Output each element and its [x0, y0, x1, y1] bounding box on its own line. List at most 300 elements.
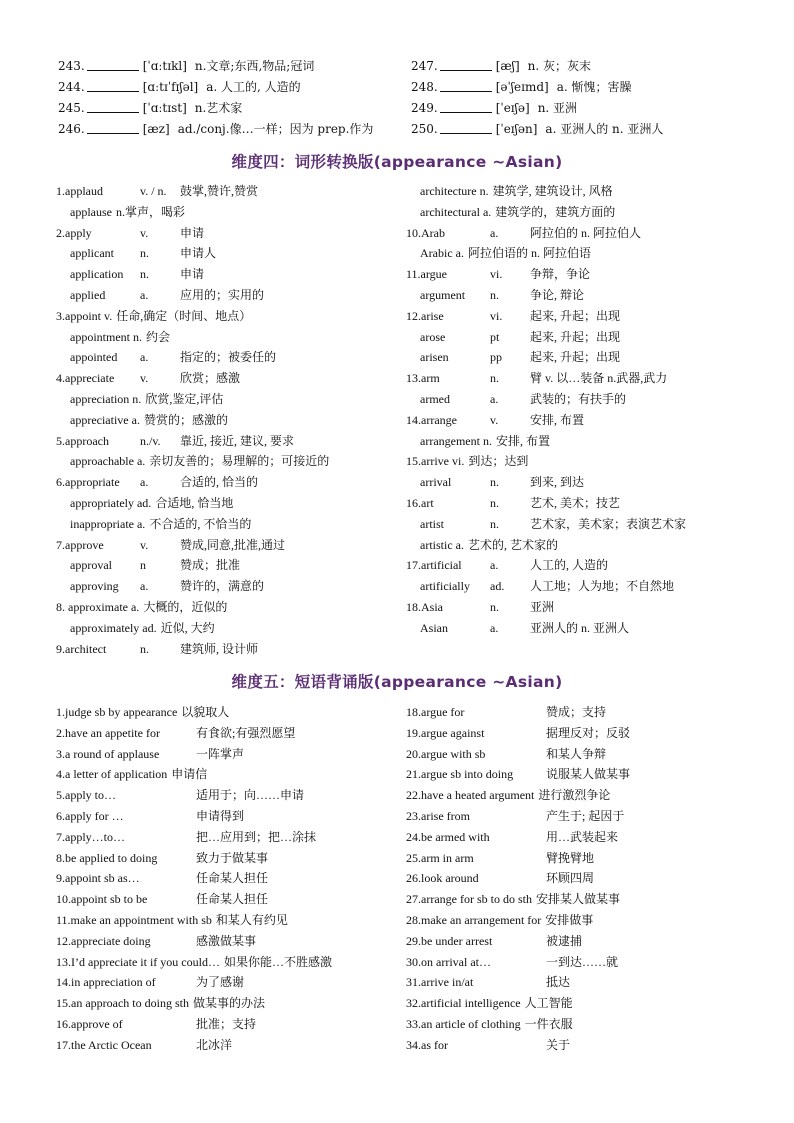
phrase: 15.an approach to doing sth: [56, 996, 189, 1011]
meaning: a. 人工的, 人造的: [206, 80, 301, 94]
answer-blank: [440, 100, 492, 113]
item-number: 247.: [411, 59, 438, 73]
meaning: 适用于；向……申请: [196, 788, 305, 803]
phonetic: [ˈeɪʃən]: [495, 122, 538, 136]
meaning: 建筑学的，建筑方面的: [495, 204, 616, 219]
word: 8. approximate a.: [56, 599, 140, 614]
meaning: 艺术, 美术；技艺: [530, 495, 621, 510]
meaning: a. 惭愧；害臊: [556, 80, 632, 94]
meaning: 和某人有约见: [215, 912, 288, 927]
phrase: 16.approve of: [56, 1016, 123, 1031]
answer-blank: [440, 58, 492, 71]
part-of-speech: a.: [140, 350, 149, 365]
part-of-speech: ad.: [490, 579, 505, 594]
meaning: 和某人争辩: [546, 746, 607, 761]
phrases-right-column: [406, 702, 756, 1056]
phrase: 27.arrange for sb to do sth: [406, 892, 532, 907]
derived-word-row: [406, 202, 756, 223]
meaning: 指定的；被委任的: [180, 350, 277, 365]
word: applied: [70, 287, 106, 302]
part-of-speech: pp: [490, 350, 502, 365]
meaning: 艺术家，美术家；表演艺术家: [530, 516, 687, 531]
meaning: 亚洲: [530, 599, 555, 614]
headword-row: [56, 431, 406, 452]
fill-blank-row: [58, 56, 411, 77]
word: appointment n.: [70, 329, 142, 344]
meaning: 批准；支持: [196, 1016, 257, 1031]
headword-row: [56, 306, 406, 327]
word: approximately ad.: [70, 620, 157, 635]
part-of-speech: n.: [490, 599, 499, 614]
phrase-row: [406, 889, 756, 910]
phrase: 34.as for: [406, 1037, 448, 1052]
headword-row: [406, 410, 756, 431]
meaning: n.掌声，喝彩: [115, 204, 185, 219]
phrase: 6.apply for …: [56, 808, 124, 823]
meaning: 致力于做某事: [196, 850, 269, 865]
derived-word-row: [406, 576, 756, 597]
meaning: 起来, 升起；出现: [530, 329, 621, 344]
headword-row: [56, 472, 406, 493]
phrase-row: [56, 931, 406, 952]
part-of-speech: a.: [490, 225, 499, 240]
part-of-speech: vi.: [490, 267, 503, 282]
meaning: a. 亚洲人的 n. 亚洲人: [545, 122, 664, 136]
meaning: n.文章;东西,物品;冠词: [194, 59, 315, 73]
meaning: 臂挽臂地: [546, 850, 595, 865]
fill-blank-row: [411, 119, 748, 140]
meaning: 不合适的, 不恰当的: [149, 516, 252, 531]
part-of-speech: vi.: [490, 308, 503, 323]
meaning: 申请: [180, 225, 205, 240]
word: arrival: [420, 475, 452, 490]
word: arose: [420, 329, 446, 344]
meaning: 用…武装起来: [546, 829, 619, 844]
phrase-row: [406, 972, 756, 993]
word: appreciative a.: [70, 412, 140, 427]
part-of-speech: n.: [140, 641, 149, 656]
word: 16.art: [406, 495, 434, 510]
meaning: 申请: [180, 267, 205, 282]
meaning: 产生于; 起因于: [546, 808, 625, 823]
meaning: n. 亚洲: [537, 101, 578, 115]
phrase-row: [56, 702, 406, 723]
meaning: n. 灰；灰末: [527, 59, 591, 73]
phrase-row: [56, 952, 406, 973]
meaning: 赞赏的；感激的: [143, 412, 228, 427]
meaning: 据理反对；反驳: [546, 725, 631, 740]
phrase: 28.make an arrangement for: [406, 912, 542, 927]
phonetic: [ˈɑːtɪkl]: [142, 59, 187, 73]
meaning: 人工智能: [524, 996, 573, 1011]
part-of-speech: a.: [140, 287, 149, 302]
phrase: 20.argue with sb: [406, 746, 486, 761]
word: appropriately ad.: [70, 495, 152, 510]
meaning: 安排某人做某事: [535, 892, 620, 907]
meaning: 争辩，争论: [530, 267, 591, 282]
derived-word-row: [56, 555, 406, 576]
word: Asian: [420, 620, 448, 635]
phrase: 5.apply to…: [56, 788, 116, 803]
phrases-section: [56, 702, 756, 1056]
derived-word-row: [406, 618, 756, 639]
meaning: 有食欲;有强烈愿望: [196, 725, 296, 740]
answer-blank: [440, 79, 492, 92]
phrase-row: [56, 785, 406, 806]
word: artist: [420, 516, 444, 531]
word: 2.apply: [56, 225, 92, 240]
phrase-row: [56, 848, 406, 869]
word: 4.appreciate: [56, 371, 115, 386]
section-heading-4: 维度四：词形转换版(appearance ~Asian): [231, 153, 563, 171]
word: 7.approve: [56, 537, 104, 552]
answer-blank: [440, 121, 492, 134]
phonetic: [əˈʃeɪmd]: [495, 80, 549, 94]
word: artificially: [420, 579, 470, 594]
word: 10.Arab: [406, 225, 445, 240]
meaning: 争论, 辩论: [530, 287, 585, 302]
phrase: 10.appoint sb to be: [56, 892, 148, 907]
part-of-speech: v.: [140, 537, 149, 552]
meaning: 一件衣服: [524, 1016, 573, 1031]
phrase-row: [406, 1035, 756, 1056]
derived-word-row: [56, 202, 406, 223]
meaning: 建筑学, 建筑设计, 风格: [492, 184, 613, 198]
derived-word-row: [406, 431, 756, 452]
phrase-row: [56, 744, 406, 765]
derived-word-row: [406, 327, 756, 348]
meaning: 阿拉伯语的 n. 阿拉伯语: [467, 246, 591, 261]
phrases-left-column: [56, 702, 406, 1056]
word: 5.approach: [56, 433, 109, 448]
fill-right-column: [411, 56, 748, 140]
meaning: 欣赏,鉴定,评估: [145, 391, 224, 406]
meaning: n.艺术家: [194, 101, 243, 115]
meaning: 任命,确定（时间、地点）: [116, 308, 252, 323]
phrase: 7.apply…to…: [56, 829, 125, 844]
phrase-row: [56, 889, 406, 910]
word: inappropriate a.: [70, 516, 146, 531]
phrase: 21.argue sb into doing: [406, 767, 514, 782]
derived-word-row: [406, 472, 756, 493]
phrase-row: [406, 827, 756, 848]
part-of-speech: n.: [140, 267, 149, 282]
word: 3.appoint v.: [56, 308, 113, 323]
meaning: 安排做事: [545, 912, 594, 927]
headword-row: [406, 493, 756, 514]
phrase: 24.be armed with: [406, 829, 490, 844]
word: 1.applaud: [56, 184, 103, 198]
part-of-speech: pt: [490, 329, 500, 344]
meaning: 鼓掌,赞许,赞赏: [180, 184, 259, 198]
section-heading-5: 维度五：短语背诵版(appearance ~Asian): [231, 673, 563, 691]
answer-blank: [87, 58, 139, 71]
word: approving: [70, 579, 119, 594]
meaning: 起来, 升起；出现: [530, 350, 621, 365]
phrase: 12.appreciate doing: [56, 933, 151, 948]
word: 17.artificial: [406, 558, 462, 573]
meaning: 武装的；有扶手的: [530, 391, 627, 406]
derived-word-row: [406, 389, 756, 410]
meaning: 任命某人担任: [196, 871, 269, 886]
part-of-speech: a.: [490, 391, 499, 406]
phrase: 30.on arrival at…: [406, 954, 491, 969]
meaning: 进行激烈争论: [538, 788, 611, 803]
word: approval: [70, 558, 112, 573]
phrase-row: [406, 744, 756, 765]
phrase-row: [406, 993, 756, 1014]
meaning: 起来, 升起；出现: [530, 308, 621, 323]
phrase: 8.be applied to doing: [56, 850, 158, 865]
word: applicant: [70, 246, 114, 261]
word: 14.arrange: [406, 412, 457, 427]
meaning: 人工地；人为地；不自然地: [530, 579, 675, 594]
meaning: 阿拉伯的 n. 阿拉伯人: [530, 225, 642, 240]
meaning: 把…应用到；把…涂抹: [196, 829, 317, 844]
fill-blank-row: [58, 98, 411, 119]
word: armed: [420, 391, 450, 406]
phrase-row: [406, 806, 756, 827]
meaning: 做某事的办法: [192, 996, 265, 1011]
phrase-row: [56, 1035, 406, 1056]
word: arisen: [420, 350, 449, 365]
meaning: 靠近, 接近, 建议, 要求: [180, 433, 295, 448]
fill-in-section: [58, 56, 748, 140]
meaning: 应用的；实用的: [180, 287, 265, 302]
phrase: 1.judge sb by appearance: [56, 705, 178, 719]
phrase: 33.an article of clothing: [406, 1016, 521, 1031]
phrase-row: [406, 848, 756, 869]
part-of-speech: n.: [490, 287, 499, 302]
part-of-speech: n.: [490, 495, 499, 510]
phrase-row: [406, 723, 756, 744]
part-of-speech: a.: [490, 620, 499, 635]
meaning: 大概的，近似的: [143, 599, 228, 614]
headword-row: [56, 639, 406, 660]
derived-word-row: [406, 347, 756, 368]
item-number: 249.: [411, 101, 438, 115]
word-forms-right-column: [406, 181, 756, 659]
phrase-row: [56, 723, 406, 744]
word: arrangement n.: [420, 433, 492, 448]
fill-left-column: [58, 56, 411, 140]
part-of-speech: v. / n.: [140, 184, 167, 198]
meaning: 赞成；批准: [180, 558, 241, 573]
item-number: 250.: [411, 122, 438, 136]
headword-row: [56, 535, 406, 556]
derived-word-row: [56, 264, 406, 285]
headword-row: [406, 264, 756, 285]
headword-row: [56, 368, 406, 389]
headword-row: [406, 597, 756, 618]
derived-word-row: [406, 285, 756, 306]
meaning: 申请信: [171, 767, 208, 782]
derived-word-row: [56, 410, 406, 431]
phrase-row: [56, 764, 406, 785]
phrase-row: [406, 952, 756, 973]
phrase-row: [56, 972, 406, 993]
fill-blank-row: [411, 56, 748, 77]
part-of-speech: a.: [490, 558, 499, 573]
headword-row: [406, 555, 756, 576]
phrase-row: [56, 827, 406, 848]
item-number: 245.: [58, 101, 85, 115]
word: application: [70, 267, 124, 282]
phrase: 26.look around: [406, 871, 479, 886]
phrase-row: [406, 931, 756, 952]
meaning: 艺术的, 艺术家的: [467, 537, 558, 552]
meaning: 申请得到: [196, 808, 245, 823]
meaning: 安排, 布置: [530, 412, 585, 427]
meaning: 申请人: [180, 246, 217, 261]
part-of-speech: n.: [490, 516, 499, 531]
phonetic: [æʃ]: [495, 59, 520, 73]
meaning: 到达；达到: [468, 454, 529, 469]
word: approachable a.: [70, 454, 146, 469]
part-of-speech: n.: [490, 475, 499, 490]
part-of-speech: n: [140, 558, 146, 573]
part-of-speech: v.: [490, 412, 499, 427]
derived-word-row: [56, 514, 406, 535]
phrase: 23.arise from: [406, 808, 470, 823]
fill-blank-row: [58, 77, 411, 98]
meaning: 北冰洋: [196, 1037, 233, 1052]
meaning: 欣赏；感激: [180, 371, 241, 386]
headword-row: [56, 181, 406, 202]
word: architecture n.: [420, 184, 489, 198]
phrase-row: [56, 806, 406, 827]
meaning: 感激做某事: [196, 933, 257, 948]
item-number: 246.: [58, 122, 85, 136]
part-of-speech: a.: [140, 579, 149, 594]
headword-row: [406, 368, 756, 389]
derived-word-row: [406, 181, 756, 202]
meaning: 以貌取人: [181, 705, 230, 719]
meaning: 任命某人担任: [196, 892, 269, 907]
phrase: 13.I’d appreciate it if you could…: [56, 954, 220, 969]
meaning: 环顾四周: [546, 871, 595, 886]
phrase: 22.have a heated argument: [406, 788, 535, 803]
meaning: 如果你能…不胜感激: [223, 954, 332, 969]
meaning: 赞成；支持: [546, 705, 607, 719]
meaning: 亚洲人的 n. 亚洲人: [530, 620, 630, 635]
derived-word-row: [56, 327, 406, 348]
derived-word-row: [56, 243, 406, 264]
derived-word-row: [56, 451, 406, 472]
headword-row: [406, 451, 756, 472]
phrase-row: [56, 1014, 406, 1035]
phonetic: [ɑːtɪˈfɪʃəl]: [142, 80, 199, 94]
word: argument: [420, 287, 466, 302]
phonetic: [æz]: [142, 122, 170, 136]
meaning: 被逮捕: [546, 933, 583, 948]
meaning: ad./conj.像…一样；因为 prep.作为: [177, 122, 374, 136]
derived-word-row: [56, 493, 406, 514]
derived-word-row: [56, 389, 406, 410]
meaning: 近似, 大约: [160, 620, 215, 635]
meaning: 安排, 布置: [495, 433, 550, 448]
meaning: 一阵掌声: [196, 746, 245, 761]
phonetic: [ˈɑːtɪst]: [142, 101, 187, 115]
word: 9.architect: [56, 641, 107, 656]
fill-blank-row: [411, 98, 748, 119]
meaning: 说服某人做某事: [546, 767, 631, 782]
derived-word-row: [56, 576, 406, 597]
phrase-row: [406, 1014, 756, 1035]
word: applause: [70, 204, 112, 219]
word: 15.arrive vi.: [406, 454, 465, 469]
phrase: 17.the Arctic Ocean: [56, 1037, 152, 1052]
phrase-row: [56, 993, 406, 1014]
phrase: 29.be under arrest: [406, 933, 493, 948]
item-number: 248.: [411, 80, 438, 94]
word: architectural a.: [420, 204, 492, 219]
item-number: 243.: [58, 59, 85, 73]
part-of-speech: n./v.: [140, 433, 161, 448]
meaning: 关于: [546, 1037, 571, 1052]
phrase-row: [56, 868, 406, 889]
word-forms-left-column: [56, 181, 406, 659]
word: artistic a.: [420, 537, 464, 552]
word: appointed: [70, 350, 118, 365]
meaning: 人工的, 人造的: [530, 558, 609, 573]
word: 6.appropriate: [56, 475, 120, 490]
phrase: 25.arm in arm: [406, 850, 474, 865]
derived-word-row: [406, 243, 756, 264]
phrase: 2.have an appetite for: [56, 725, 160, 740]
part-of-speech: a.: [140, 475, 149, 490]
phrase: 9.appoint sb as…: [56, 871, 140, 886]
meaning: 臂 v. 以…装备 n.武器,武力: [530, 371, 668, 386]
phrase: 18.argue for: [406, 705, 465, 719]
phrase: 3.a round of applause: [56, 746, 160, 761]
fill-blank-row: [411, 77, 748, 98]
phrase: 11.make an appointment with sb: [56, 912, 212, 927]
part-of-speech: n.: [490, 371, 499, 386]
phrase: 32.artificial intelligence: [406, 996, 521, 1011]
phrase: 4.a letter of application: [56, 767, 168, 782]
word: 12.arise: [406, 308, 444, 323]
headword-row: [406, 223, 756, 244]
meaning: 合适地, 恰当地: [155, 495, 234, 510]
phrase: 14.in appreciation of: [56, 975, 156, 990]
answer-blank: [87, 100, 139, 113]
derived-word-row: [406, 535, 756, 556]
word: 13.arm: [406, 371, 440, 386]
headword-row: [56, 597, 406, 618]
word: 11.argue: [406, 267, 447, 282]
word: 18.Asia: [406, 599, 443, 614]
meaning: 赞成,同意,批准,通过: [180, 537, 286, 552]
derived-word-row: [56, 347, 406, 368]
word: Arabic a.: [420, 246, 464, 261]
meaning: 一到达……就: [546, 954, 619, 969]
meaning: 为了感谢: [196, 975, 245, 990]
meaning: 赞许的，满意的: [180, 579, 265, 594]
meaning: 抵达: [546, 975, 571, 990]
phrase-row: [56, 910, 406, 931]
phrase-row: [406, 910, 756, 931]
part-of-speech: v.: [140, 225, 149, 240]
headword-row: [56, 223, 406, 244]
meaning: 到来, 到达: [530, 475, 585, 490]
derived-word-row: [56, 285, 406, 306]
headword-row: [406, 306, 756, 327]
phonetic: [ˈeɪʃə]: [495, 101, 530, 115]
answer-blank: [87, 79, 139, 92]
meaning: 约会: [146, 329, 171, 344]
phrase: 31.arrive in/at: [406, 975, 474, 990]
